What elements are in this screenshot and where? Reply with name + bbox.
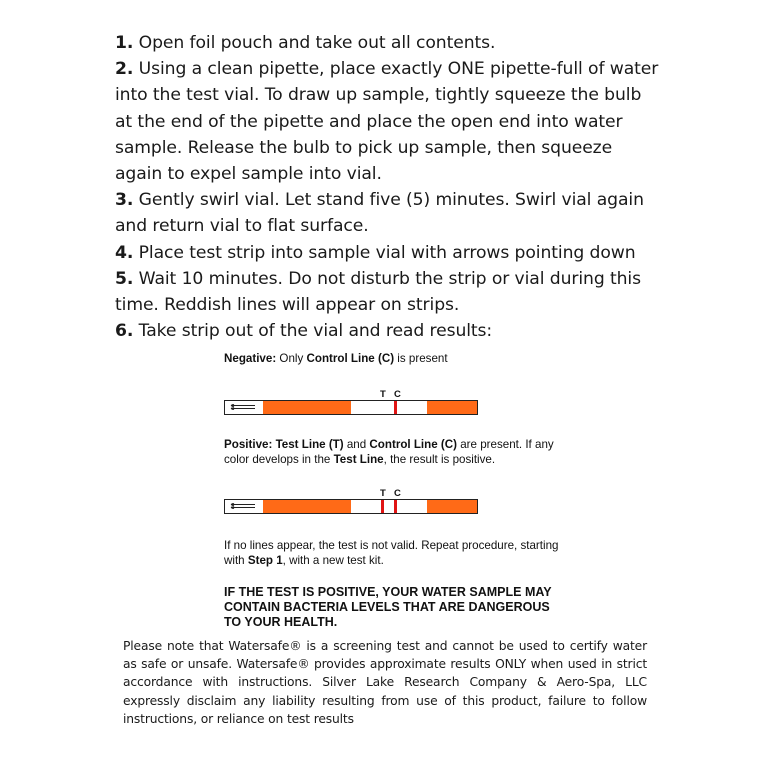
disclaimer: Please note that Watersafe® is a screening test and cannot be used to certify water as safe or unsafe. Watersafe® provides approximate results ONLY when used in strict accordance with instructions. Silver Lake Research Company & Aero-Spa, LLC expressly disclaim any liability resulting from use of this product, failure to follow instructions, or reliance on test results (123, 639, 647, 726)
invalid-note (224, 539, 564, 568)
positive-test-line-label: Test Line (T) (275, 438, 344, 451)
negative-test-strip (224, 400, 478, 415)
step-6 (115, 318, 660, 344)
health-warning: IF THE TEST IS POSITIVE, YOUR WATER SAMPLE MAY CONTAIN BACTERIA LEVELS THAT ARE DANGEROUS TO YOUR HEALTH. (224, 585, 552, 630)
strip-result-window (351, 401, 428, 414)
step-5 (115, 266, 660, 318)
step-number: 5. (115, 268, 134, 289)
positive-text-end: , the result is positive. (383, 452, 496, 466)
positive-t-label: T (380, 488, 386, 499)
step-number: 3. (115, 190, 134, 211)
invalid-text-end: , with a new test kit. (282, 553, 384, 567)
step-text: Place test strip into sample vial with arrows pointing down (133, 242, 636, 263)
negative-t-label: T (380, 389, 386, 400)
step-number: 2. (115, 59, 134, 80)
negative-c-label: C (394, 389, 401, 400)
positive-description (224, 438, 564, 467)
step-2 (115, 56, 660, 187)
control-line (394, 401, 397, 414)
step-3 (115, 187, 660, 239)
step-number: 6. (115, 321, 134, 342)
test-line (381, 500, 384, 513)
step-text: Using a clean pipette, place exactly ONE pipette-full of water into the test vial. To draw up sample, tightly squeeze the bulb at the end of the pipette and place the open end into water sample. Release the bulb to pick up sample, then squeeze again to expel sample into vial. (115, 59, 659, 185)
strip-tip (225, 500, 264, 513)
strip-pad-end (427, 401, 477, 414)
arrows-left-icon (229, 503, 257, 509)
negative-text-end: is present (394, 352, 448, 365)
step-4 (115, 240, 660, 266)
invalid-text: If no lines appear, the test is not valid. Repeat procedure, starting with (224, 539, 559, 567)
step-number: 1. (115, 33, 134, 53)
positive-text-and: and (343, 438, 370, 451)
positive-test-line-ref: Test Line (333, 452, 384, 466)
control-line (394, 500, 397, 513)
positive-c-label: C (394, 488, 401, 499)
negative-text: Only (276, 352, 307, 365)
strip-result-window (351, 500, 428, 513)
strip-pad (263, 500, 352, 513)
strip-pad-end (427, 500, 477, 513)
strip-pad (263, 401, 352, 414)
step-number: 4. (115, 242, 134, 263)
arrows-left-icon (229, 404, 257, 410)
step-text: Gently swirl vial. Let stand five (5) minutes. Swirl vial again and return vial to flat surface. (115, 190, 644, 237)
step-text: Take strip out of the vial and read results: (133, 321, 493, 342)
step-1 (115, 30, 660, 56)
positive-control-line-label: Control Line (C) (369, 438, 458, 451)
step-text: Wait 10 minutes. Do not disturb the strip or vial during this time. Reddish lines will appear on strips. (115, 268, 641, 316)
instruction-steps (115, 30, 660, 344)
invalid-step-ref: Step 1 (247, 553, 283, 567)
positive-label: Positive: (224, 438, 273, 451)
negative-control-line-label: Control Line (C) (306, 352, 395, 365)
strip-tip (225, 401, 264, 414)
step-text: Open foil pouch and take out all contents. (133, 33, 496, 53)
negative-description (224, 352, 564, 367)
positive-test-strip (224, 499, 478, 514)
negative-label: Negative: (224, 352, 277, 365)
positive-text-mid: are present. If any color develops in the (224, 438, 554, 466)
